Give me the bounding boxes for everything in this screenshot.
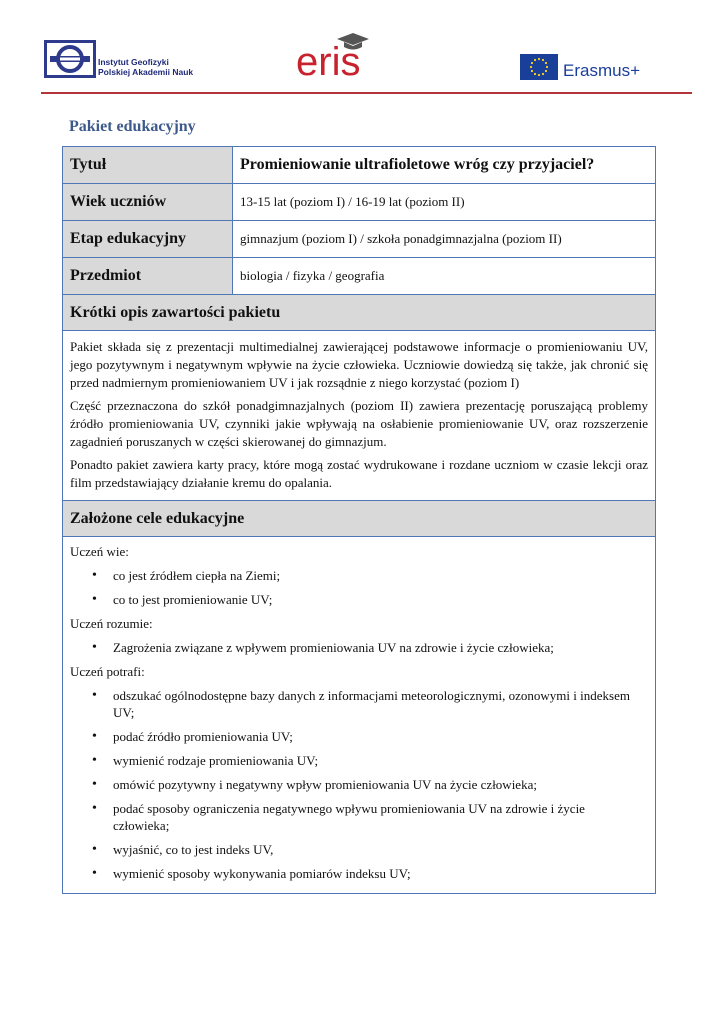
erasmus-logo: Erasmus+ <box>563 61 640 80</box>
goals-heading-row <box>63 501 655 537</box>
row-value: Promieniowanie ultrafioletowe wróg czy przyjaciel? <box>240 156 595 173</box>
row-label: Wiek uczniów <box>63 184 233 220</box>
info-table <box>62 146 656 894</box>
table-row-age <box>63 184 655 221</box>
table-row-stage <box>63 221 655 258</box>
goals-list <box>70 567 648 608</box>
list-item: • wymienić rodzaje promieniowania UV; <box>70 752 648 769</box>
eu-flag-icon <box>520 54 558 80</box>
description-heading: Krótki opis zawartości pakietu <box>63 295 655 330</box>
row-label: Tytuł <box>63 147 233 183</box>
page-header <box>0 0 725 100</box>
goals-list <box>70 687 648 882</box>
list-item: • wymienić sposoby wykonywania pomiarów indeksu UV; <box>70 865 648 882</box>
description-body-row <box>63 331 655 501</box>
igf-name-line2: Polskiej Akademii Nauk <box>98 67 194 77</box>
igf-name <box>98 57 193 77</box>
list-item: • odszukać ogólnodostępne bazy danych z informacjami meteorologicznymi, ozonowymi i indeksem UV; <box>70 687 648 721</box>
table-row-subject <box>63 258 655 295</box>
goals-group-label: Uczeń rozumie: <box>70 616 153 631</box>
description-paragraph: Ponadto pakiet zawiera karty pracy, które mogą zostać wydrukowane i rozdane uczniom w czasie lekcji oraz film przedstawiający działanie kremu do opalania. <box>70 457 648 490</box>
description-body <box>63 331 655 500</box>
eris-logo: eris <box>296 40 361 84</box>
header-divider <box>41 92 692 94</box>
description-paragraph: Pakiet składa się z prezentacji multimedialnej zawierającej podstawowe informacje o promieniowaniu UV, jego pozytywnym i negatywnym wpływie na życie człowieka. Uczniowie dowiedzą się także, jak chronić się przed nadmiernym promieniowaniem UV i jak rozsądnie z niego korzystać (poziom I) <box>70 339 648 390</box>
goals-group-label: Uczeń wie: <box>70 544 129 559</box>
page-title: Pakiet edukacyjny <box>69 118 196 135</box>
list-item: • podać sposoby ograniczenia negatywnego wpływu promieniowania UV na zdrowie i życie człowieka; <box>70 800 648 834</box>
goals-heading: Założone cele edukacyjne <box>63 501 655 536</box>
list-item: • podać źródło promieniowania UV; <box>70 728 648 745</box>
goals-group-label: Uczeń potrafi: <box>70 664 145 679</box>
list-item: • omówić pozytywny i negatywny wpływ promieniowania UV na życie człowieka; <box>70 776 648 793</box>
list-item: • co to jest promieniowanie UV; <box>70 591 648 608</box>
list-item: • wyjaśnić, co to jest indeks UV, <box>70 841 648 858</box>
goals-body <box>63 537 655 893</box>
row-value: gimnazjum (poziom I) / szkoła ponadgimnazjalna (poziom II) <box>240 231 562 246</box>
list-item: • Zagrożenia związane z wpływem promieniowania UV na zdrowie i życie człowieka; <box>70 639 648 656</box>
description-paragraph: Część przeznaczona do szkół ponadgimnazjalnych (poziom II) zawiera prezentację poruszającą problemy źródło promieniowania UV, czynniki jakie wpływają na osłabienie promieniowanie UV, oraz rozszerzenie zagadnień poruszanych w części skierowanej do gimnazjum. <box>70 398 648 449</box>
list-item: • co jest źródłem ciepła na Ziemi; <box>70 567 648 584</box>
igf-logo <box>44 40 96 78</box>
row-value: 13-15 lat (poziom I) / 16-19 lat (poziom II) <box>240 194 465 209</box>
row-label: Etap edukacyjny <box>63 221 233 257</box>
row-label: Przedmiot <box>63 258 233 294</box>
description-heading-row <box>63 295 655 331</box>
goals-list <box>70 639 648 656</box>
igf-name-line1: Instytut Geofizyki <box>98 57 169 67</box>
goals-body-row <box>63 537 655 893</box>
table-row-title <box>63 147 655 184</box>
row-value: biologia / fizyka / geografia <box>240 268 385 283</box>
